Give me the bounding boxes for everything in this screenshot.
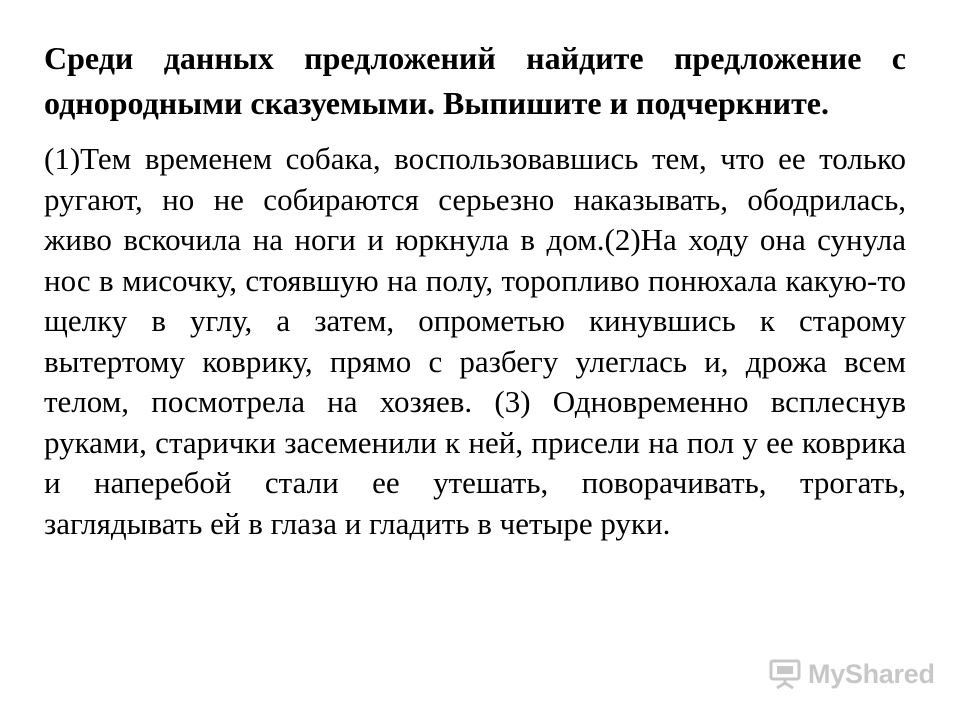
passage-text: (1)Тем временем собака, воспользовавшись тем, что ее только ругают, но не собираются серьезно наказывать, ободрилась, живо вскочила на ноги и юркнула в дом.(2)На ходу она сунула нос в мисочку, стоявшую на полу, торопливо понюхала какую-то щелку в углу, а затем, опрометью кинувшись к старому вытертому коврику, прямо с разбегу улеглась и, дрожа всем телом, посмотрела на хозяев. (3) Одновременно всплеснув руками, старички засеменили к ней, присели на пол у ее коврика и наперебой стали ее утешать, поворачивать, трогать, заглядывать ей в глаза и гладить в четыре руки.	[44, 141, 906, 541]
task-heading: Среди данных предложений найдите предложение с однородными сказуемыми. Выпишите и подчеркните.	[44, 40, 906, 121]
watermark-text: MyShared	[808, 658, 935, 689]
slide-content	[44, 36, 906, 544]
presentation-board-icon	[768, 658, 802, 690]
myshared-watermark	[768, 656, 935, 692]
